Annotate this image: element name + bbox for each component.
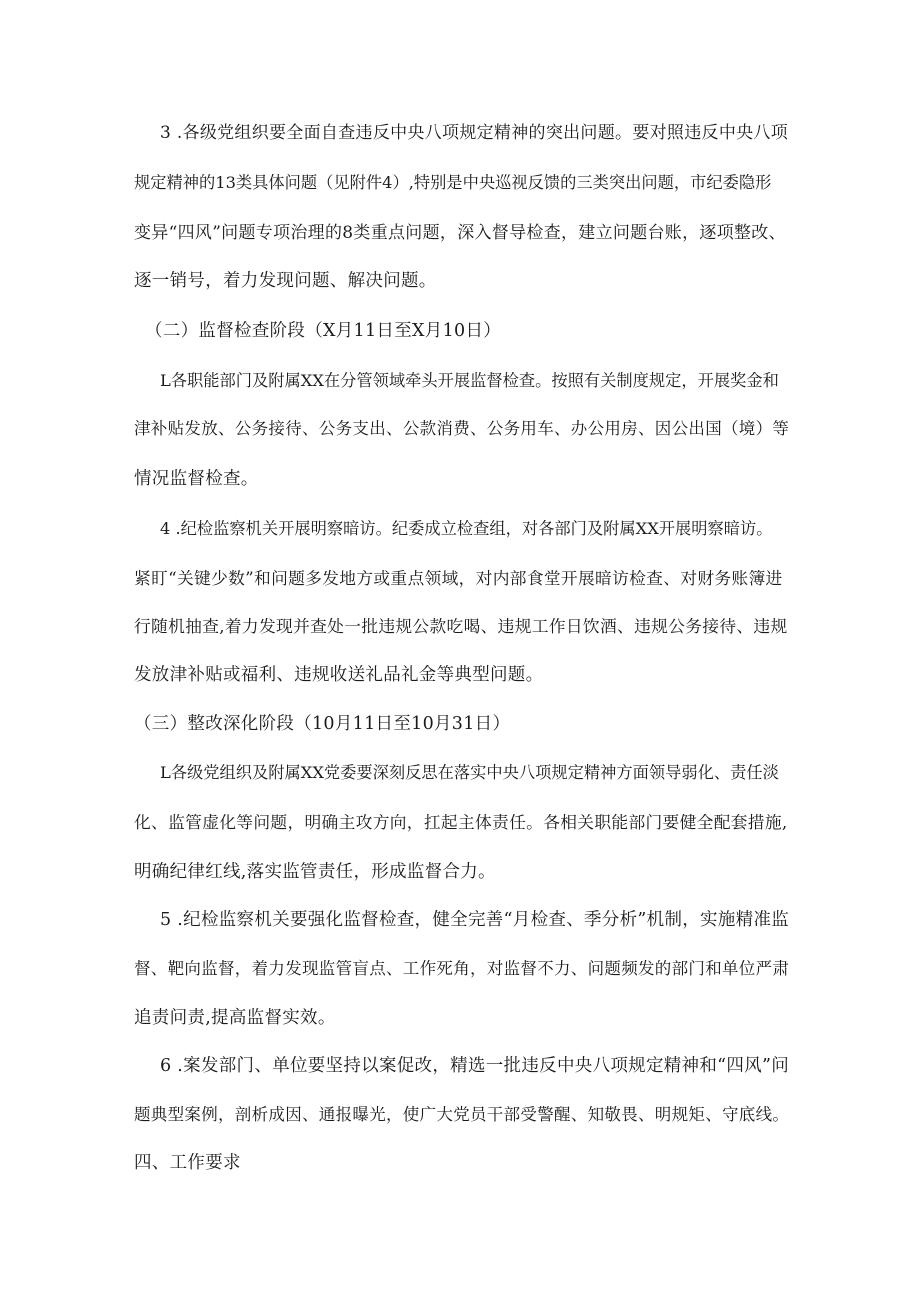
paragraph-6-line-2: 题典型案例，剖析成因、通报曝光，使广大党员干部受警醒、知敬畏、明规矩、守底线。: [134, 1105, 790, 1124]
paragraph-6-line-1: 6 .案发部门、单位要坚持以案促改，精选一批违反中央八项规定精神和“四风”问: [160, 1056, 790, 1076]
stage-2-item-1-line-2: 津补贴发放、公务接待、公务支出、公款消费、公务用车、办公用房、因公出国（境）等: [134, 419, 790, 438]
stage-3-item-1-line-3: 明确纪律红线,落实监管责任，形成监督合力。: [134, 862, 496, 882]
paragraph-4-line-3: 行随机抽查,着力发现并查处一批违规公款吃喝、违规工作日饮酒、违规公务接待、违规: [134, 616, 788, 636]
paragraph-4-line-2: 紧盯“关键少数”和问题多发地方或重点领域，对内部食堂开展暗访检查、对财务账簿进: [134, 568, 783, 588]
paragraph-4-line-4: 发放津补贴或福利、违规收送礼品礼金等典型问题。: [134, 665, 544, 685]
paragraph-3-line-3: 变异“四风”问题专项治理的8类重点问题，深入督导检查，建立问题台账，逐项整改、: [134, 223, 786, 243]
stage-2-item-1-line-1: L各职能部门及附属XX在分管领域牵头开展监督检查。按照有关制度规定，开展奖金和: [160, 371, 779, 390]
paragraph-5-line-3: 追责问责,提高监督实效。: [134, 1008, 336, 1028]
section-4-heading: 四、工作要求: [134, 1153, 241, 1173]
paragraph-3-line-4: 逐一销号，着力发现问题、解决问题。: [134, 271, 437, 291]
stage-3-item-1-line-2: 化、监管虚化等问题，明确主攻方向，扛起主体责任。各相关职能部门要健全配套措施,: [134, 812, 788, 832]
paragraph-3-line-2: 规定精神的13类具体问题（见附件4）,特别是中央巡视反馈的三类突出问题，市纪委隐形: [134, 173, 772, 192]
stage-3-heading: （三）整改深化阶段（10月11日至10月31日）: [134, 714, 511, 734]
paragraph-3-line-1: 3 .各级党组织要全面自查违反中央八项规定精神的突出问题。要对照违反中央八项: [160, 123, 789, 143]
paragraph-5-line-1: 5 .纪检监察机关要强化监督检查，健全完善“月检查、季分析”机制，实施精准监: [160, 910, 790, 930]
paragraph-5-line-2: 督、靶向监督，着力发现监管盲点、工作死角，对监督不力、问题频发的部门和单位严肃: [134, 959, 790, 978]
paragraph-4-line-1: 4 .纪检监察机关开展明察暗访。纪委成立检查组，对各部门及附属XX开展明察暗访。: [160, 519, 773, 538]
stage-2-heading: （二）监督检查阶段（X月11日至X月10日）: [145, 321, 502, 341]
stage-2-item-1-line-3: 情况监督检查。: [134, 469, 259, 489]
stage-3-item-1-line-1: L各级党组织及附属XX党委要深刻反思在落实中央八项规定精神方面领导弱化、责任淡: [160, 763, 779, 782]
